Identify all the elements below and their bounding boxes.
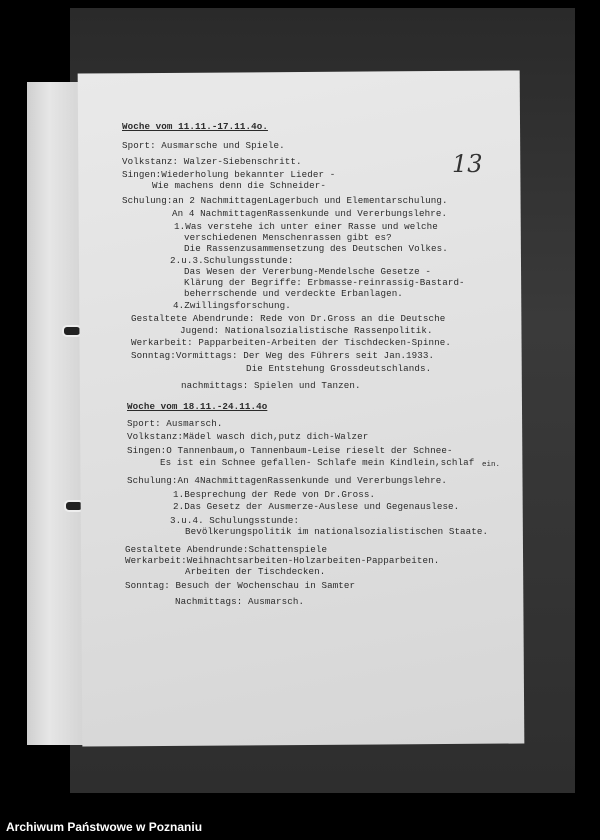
archive-credit: Archiwum Państwowe w Poznaniu bbox=[6, 820, 203, 834]
text-line: Werkarbeit:Weihnachtsarbeiten-Holzarbeiten-Papparbeiten. bbox=[125, 555, 440, 566]
week-heading: Woche vom 18.11.-24.11.4o bbox=[127, 401, 268, 412]
text-line: Die Rassenzusammensetzung des Deutschen Volkes. bbox=[184, 243, 448, 254]
text-line: nachmittags: Spielen und Tanzen. bbox=[181, 380, 361, 391]
text-line: 2.Das Gesetz der Ausmerze-Auslese und Gegenauslese. bbox=[173, 501, 460, 512]
text-line: Wie machens denn die Schneider- bbox=[152, 180, 327, 191]
text-line: Jugend: Nationalsozialistische Rassenpolitik. bbox=[180, 325, 433, 336]
text-line: Singen:Wiederholung bekannter Lieder - bbox=[122, 169, 336, 180]
text-line: An 4 NachmittagenRassenkunde und Vererbungslehre. bbox=[172, 208, 448, 219]
text-line: Arbeiten der Tischdecken. bbox=[185, 566, 326, 577]
text-line: Gestaltete Abendrunde: Rede von Dr.Gross an die Deutsche bbox=[131, 313, 446, 324]
text-line: Bevölkerungspolitik im nationalsozialistischen Staate. bbox=[185, 526, 489, 537]
text-line: 2.u.3.Schulungsstunde: bbox=[170, 255, 294, 266]
text-line: Es ist ein Schnee gefallen- Schlafe mein Kindlein,schlaf bbox=[160, 457, 475, 468]
text-line: ein. bbox=[482, 461, 501, 469]
text-line: Sport: Ausmarsch. bbox=[127, 418, 223, 429]
text-line: Gestaltete Abendrunde:Schattenspiele bbox=[125, 544, 328, 555]
text-line: Schulung:an 2 NachmittagenLagerbuch und Elementarschulung. bbox=[122, 195, 448, 206]
text-line: Volkstanz:Mädel wasch dich,putz dich-Walzer bbox=[127, 431, 369, 442]
text-line: 1.Was verstehe ich unter einer Rasse und welche bbox=[174, 221, 438, 232]
text-line: Singen:O Tannenbaum,o Tannenbaum-Leise rieselt der Schnee- bbox=[127, 445, 453, 456]
text-line: Nachmittags: Ausmarsch. bbox=[175, 596, 305, 607]
text-line: Werkarbeit: Papparbeiten-Arbeiten der Tischdecken-Spinne. bbox=[131, 337, 451, 348]
text-line: beherrschende und verdeckte Erbanlagen. bbox=[184, 288, 403, 299]
text-line: Sonntag: Besuch der Wochenschau in Samter bbox=[125, 580, 356, 591]
week-heading: Woche vom 11.11.-17.11.4o. bbox=[122, 121, 268, 132]
text-line: Volkstanz: Walzer-Siebenschritt. bbox=[122, 156, 302, 167]
text-line: Schulung:An 4NachmittagenRassenkunde und Vererbungslehre. bbox=[127, 475, 447, 486]
text-line: Klärung der Begriffe: Erbmasse-reinrassig-Bastard- bbox=[184, 277, 465, 288]
text-line: verschiedenen Menschenrassen gibt es? bbox=[184, 232, 392, 243]
text-line: Die Entstehung Grossdeutschlands. bbox=[246, 363, 432, 374]
text-line: Das Wesen der Vererbung-Mendelsche Gesetze - bbox=[184, 266, 431, 277]
text-line: Sonntag:Vormittags: Der Weg des Führers seit Jan.1933. bbox=[131, 350, 435, 361]
text-line: Sport: Ausmarsche und Spiele. bbox=[122, 140, 285, 151]
text-line: 4.Zwillingsforschung. bbox=[173, 300, 291, 311]
binder-strip bbox=[27, 82, 85, 745]
text-line: 1.Besprechung der Rede von Dr.Gross. bbox=[173, 489, 376, 500]
text-line: 3.u.4. Schulungsstunde: bbox=[170, 515, 300, 526]
handwritten-page-number: 13 bbox=[452, 150, 483, 178]
